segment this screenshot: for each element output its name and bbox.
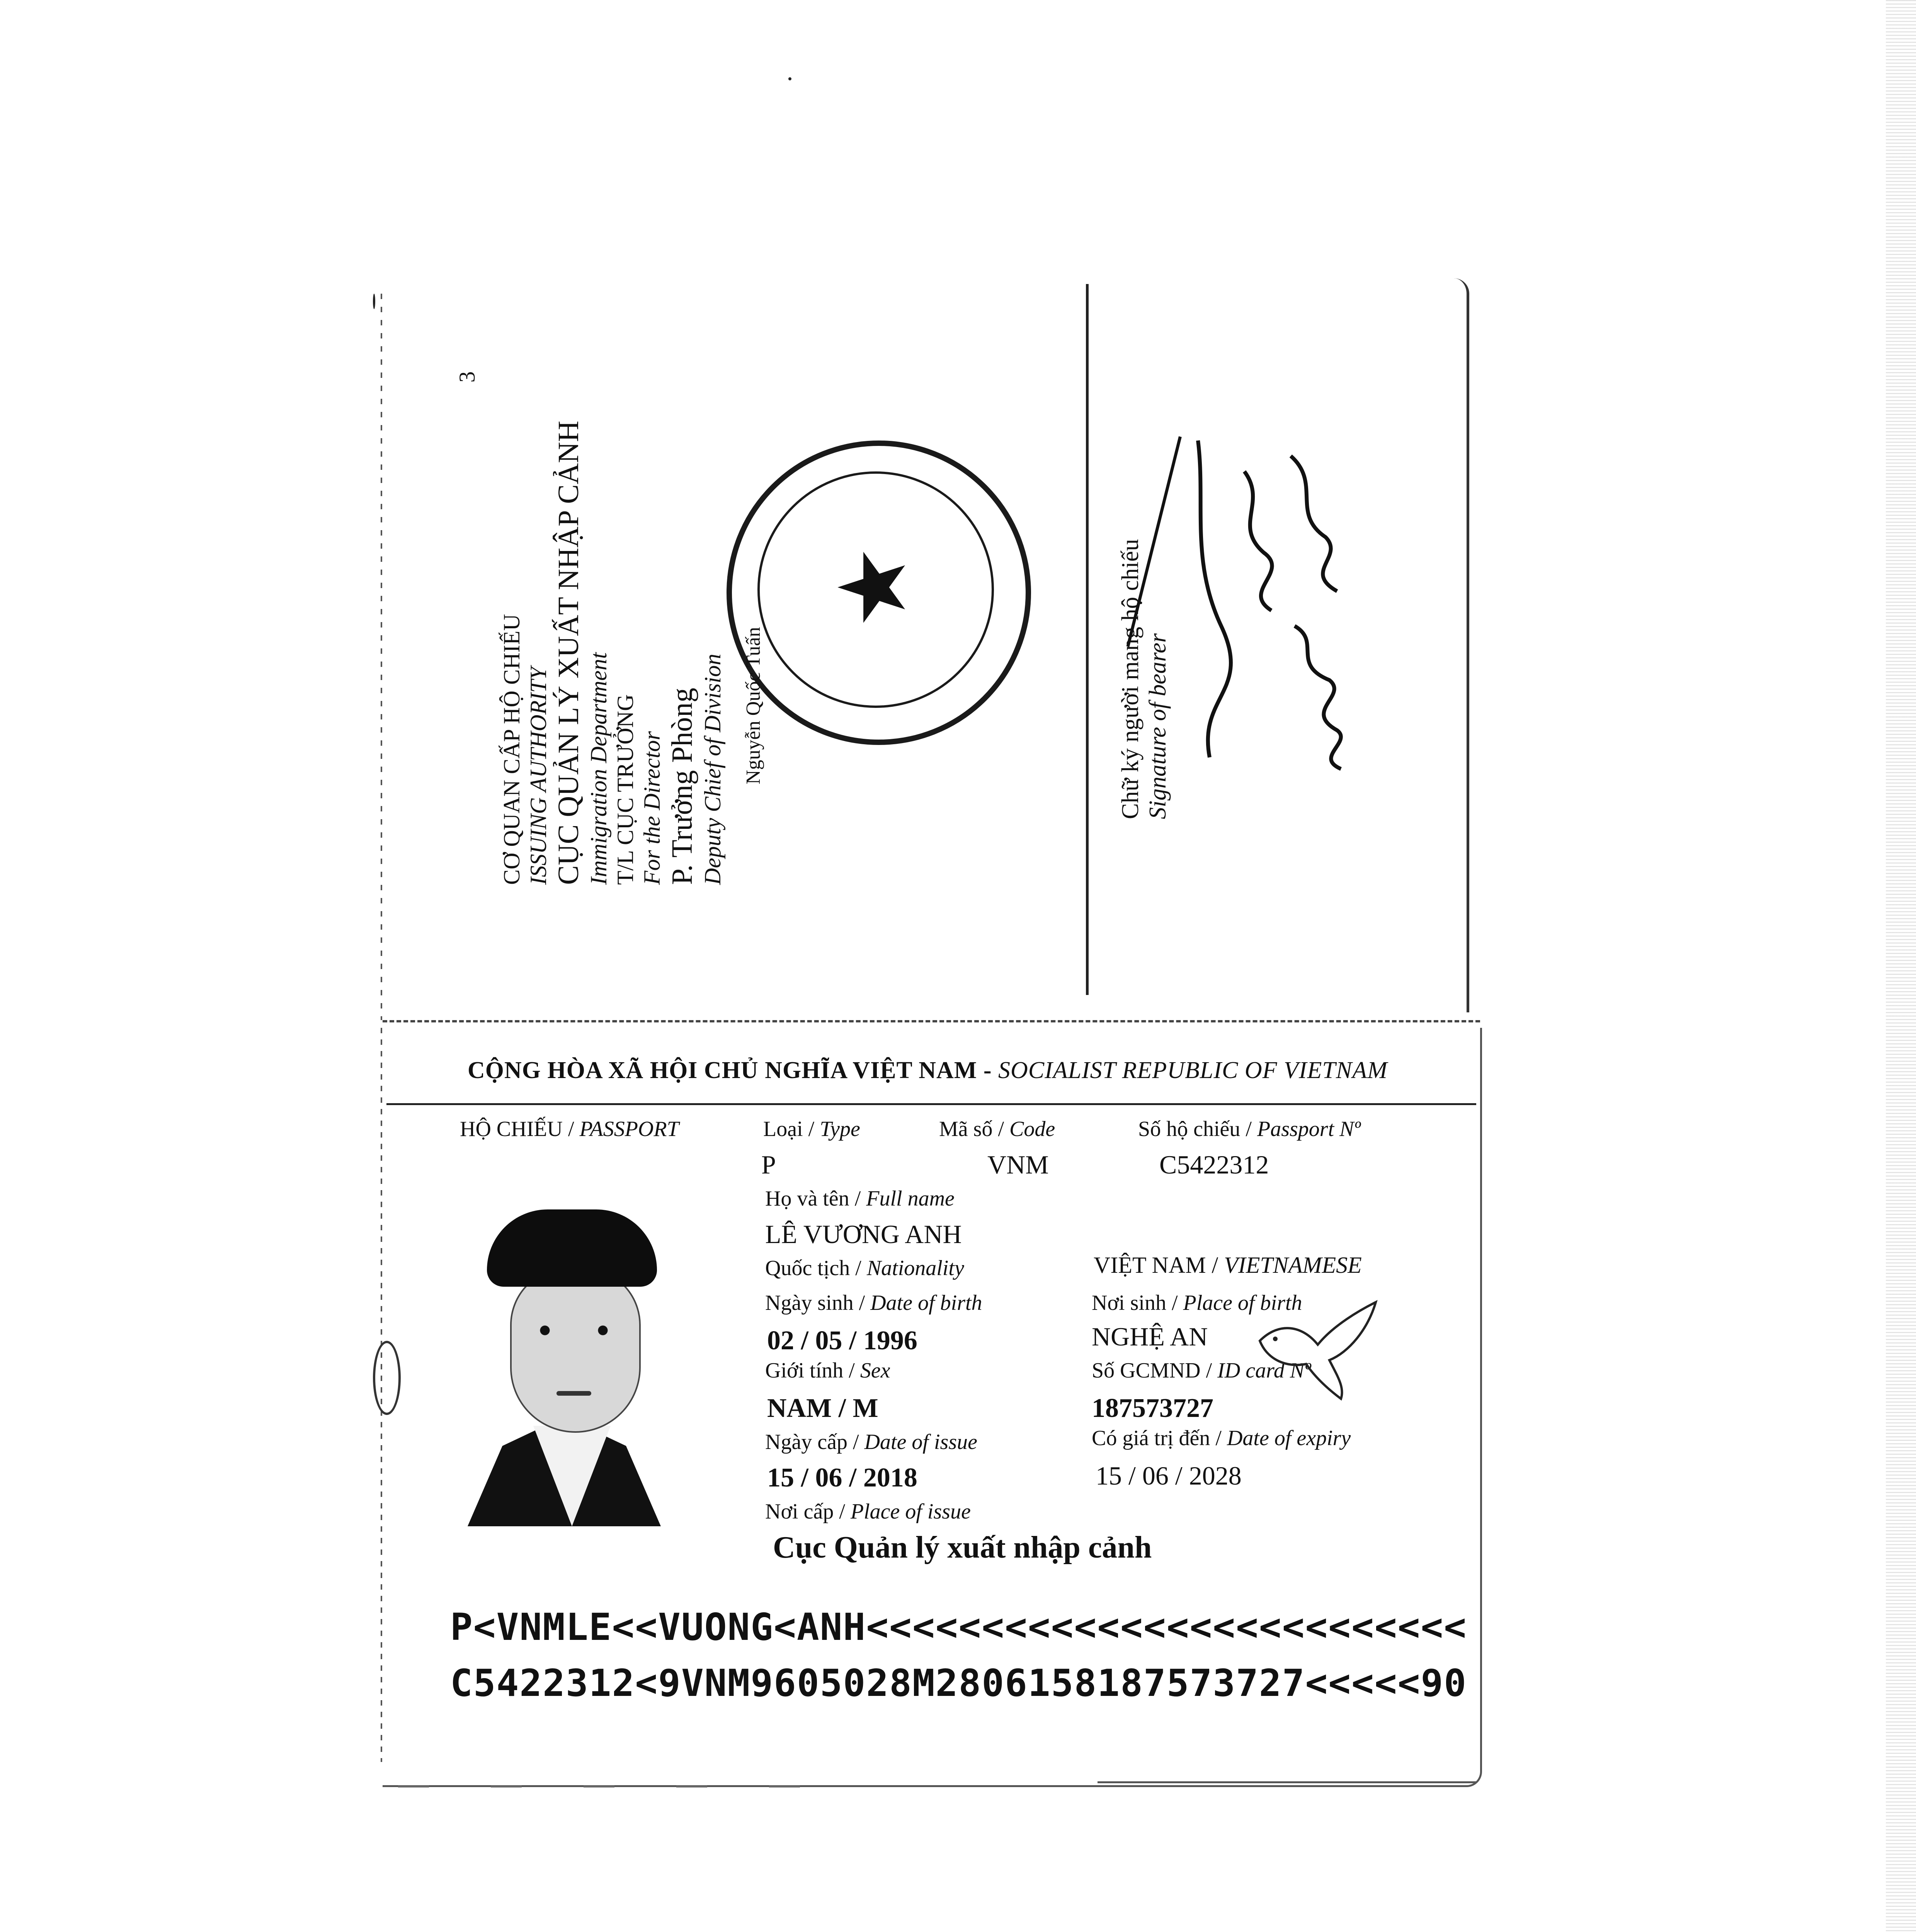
place-of-birth-value: NGHỆ AN (1092, 1322, 1208, 1351)
scan-speck (788, 77, 791, 80)
country-header (468, 1057, 1388, 1084)
fold-line (383, 1020, 1480, 1022)
issuing-authority-block (499, 421, 726, 885)
authority-title-vi: CƠ QUAN CẤP HỘ CHIẾU (499, 614, 524, 885)
bearer-signature (1175, 425, 1360, 773)
country-header-en: SOCIALIST REPUBLIC OF VIETNAM (998, 1057, 1388, 1083)
date-of-issue-value: 15 / 06 / 2018 (767, 1463, 917, 1493)
signatory-name: Nguyễn Quốc Tuấn (742, 627, 764, 784)
photo-hair (487, 1209, 657, 1287)
nationality-value: VIỆT NAM / VIETNAMESE (1094, 1252, 1362, 1278)
bearer-signature-label-vi: Chữ ký người mang hộ chiếu (1117, 539, 1143, 819)
date-of-issue-label: Ngày cấp / Date of issue (765, 1430, 977, 1454)
signatory-title-vi: P. Trưởng Phòng (666, 687, 699, 885)
page-divider (1086, 284, 1089, 995)
signatory-role-en: For the Director (639, 731, 665, 885)
photo-face (510, 1267, 641, 1433)
id-card-label: Số GCMND / ID card Nº (1092, 1359, 1311, 1383)
signatory-title-en: Deputy Chief of Division (699, 653, 725, 885)
place-of-issue-label: Nơi cấp / Place of issue (765, 1500, 971, 1524)
date-of-expiry-label: Có giá trị đến / Date of expiry (1092, 1426, 1351, 1450)
dove-watermark-icon (1244, 1287, 1383, 1403)
authority-name-vi: CỤC QUẢN LÝ XUẤT NHẬP CẢNH (552, 420, 585, 885)
seal-star-icon: ★ (822, 546, 925, 629)
passport-number-label: Số hộ chiếu / Passport Nº (1138, 1117, 1361, 1141)
scan-speck (373, 294, 375, 309)
code-label: Mã số / Code (939, 1117, 1055, 1141)
authority-title-en: ISSUING AUTHORITY (526, 667, 551, 885)
full-name-value: LÊ VƯƠNG ANH (765, 1219, 962, 1249)
date-of-expiry-value: 15 / 06 / 2028 (1096, 1461, 1242, 1490)
place-of-issue-value: Cục Quản lý xuất nhập cảnh (773, 1531, 1152, 1565)
sex-value: NAM / M (767, 1393, 878, 1423)
dob-label: Ngày sinh / Date of birth (765, 1291, 982, 1315)
id-card-value: 187573727 (1092, 1393, 1213, 1423)
nationality-label: Quốc tịch / Nationality (765, 1256, 964, 1280)
photo-mouth (556, 1391, 591, 1396)
code-value: VNM (987, 1150, 1049, 1179)
type-label: Loại / Type (763, 1117, 860, 1141)
country-header-vi: CỘNG HÒA XÃ HỘI CHỦ NGHĨA VIỆT NAM - (468, 1057, 998, 1083)
authority-name-en: Immigration Department (586, 652, 612, 885)
page-bottom-edge-dashes (398, 1785, 862, 1787)
signatory-role-vi: T/L CỤC TRƯỞNG (613, 694, 638, 885)
scan-edge-artifact (1886, 0, 1916, 1932)
page-edge (381, 294, 382, 1020)
page-number: 3 (454, 371, 480, 383)
doc-title: HỘ CHIẾU / PASSPORT (460, 1117, 679, 1141)
mrz-line-2: C5422312<9VNM9605028M2806158187573727<<<<<90 (450, 1662, 1467, 1705)
dob-value: 02 / 05 / 1996 (767, 1326, 917, 1355)
full-name-label: Họ và tên / Full name (765, 1187, 955, 1211)
ghost-seal (373, 1341, 401, 1415)
photo-eyes (529, 1325, 618, 1335)
sex-label: Giới tính / Sex (765, 1359, 890, 1383)
header-rule (386, 1103, 1476, 1105)
place-of-birth-label: Nơi sinh / Place of birth (1092, 1291, 1302, 1315)
passport-number-value: C5422312 (1159, 1150, 1269, 1179)
page-bottom-edge (1098, 1781, 1476, 1783)
mrz-line-1: P<VNMLE<<VUONG<ANH<<<<<<<<<<<<<<<<<<<<<<<<<< (450, 1605, 1467, 1649)
type-value: P (761, 1150, 776, 1179)
bearer-signature-label-en: Signature of bearer (1145, 633, 1171, 819)
